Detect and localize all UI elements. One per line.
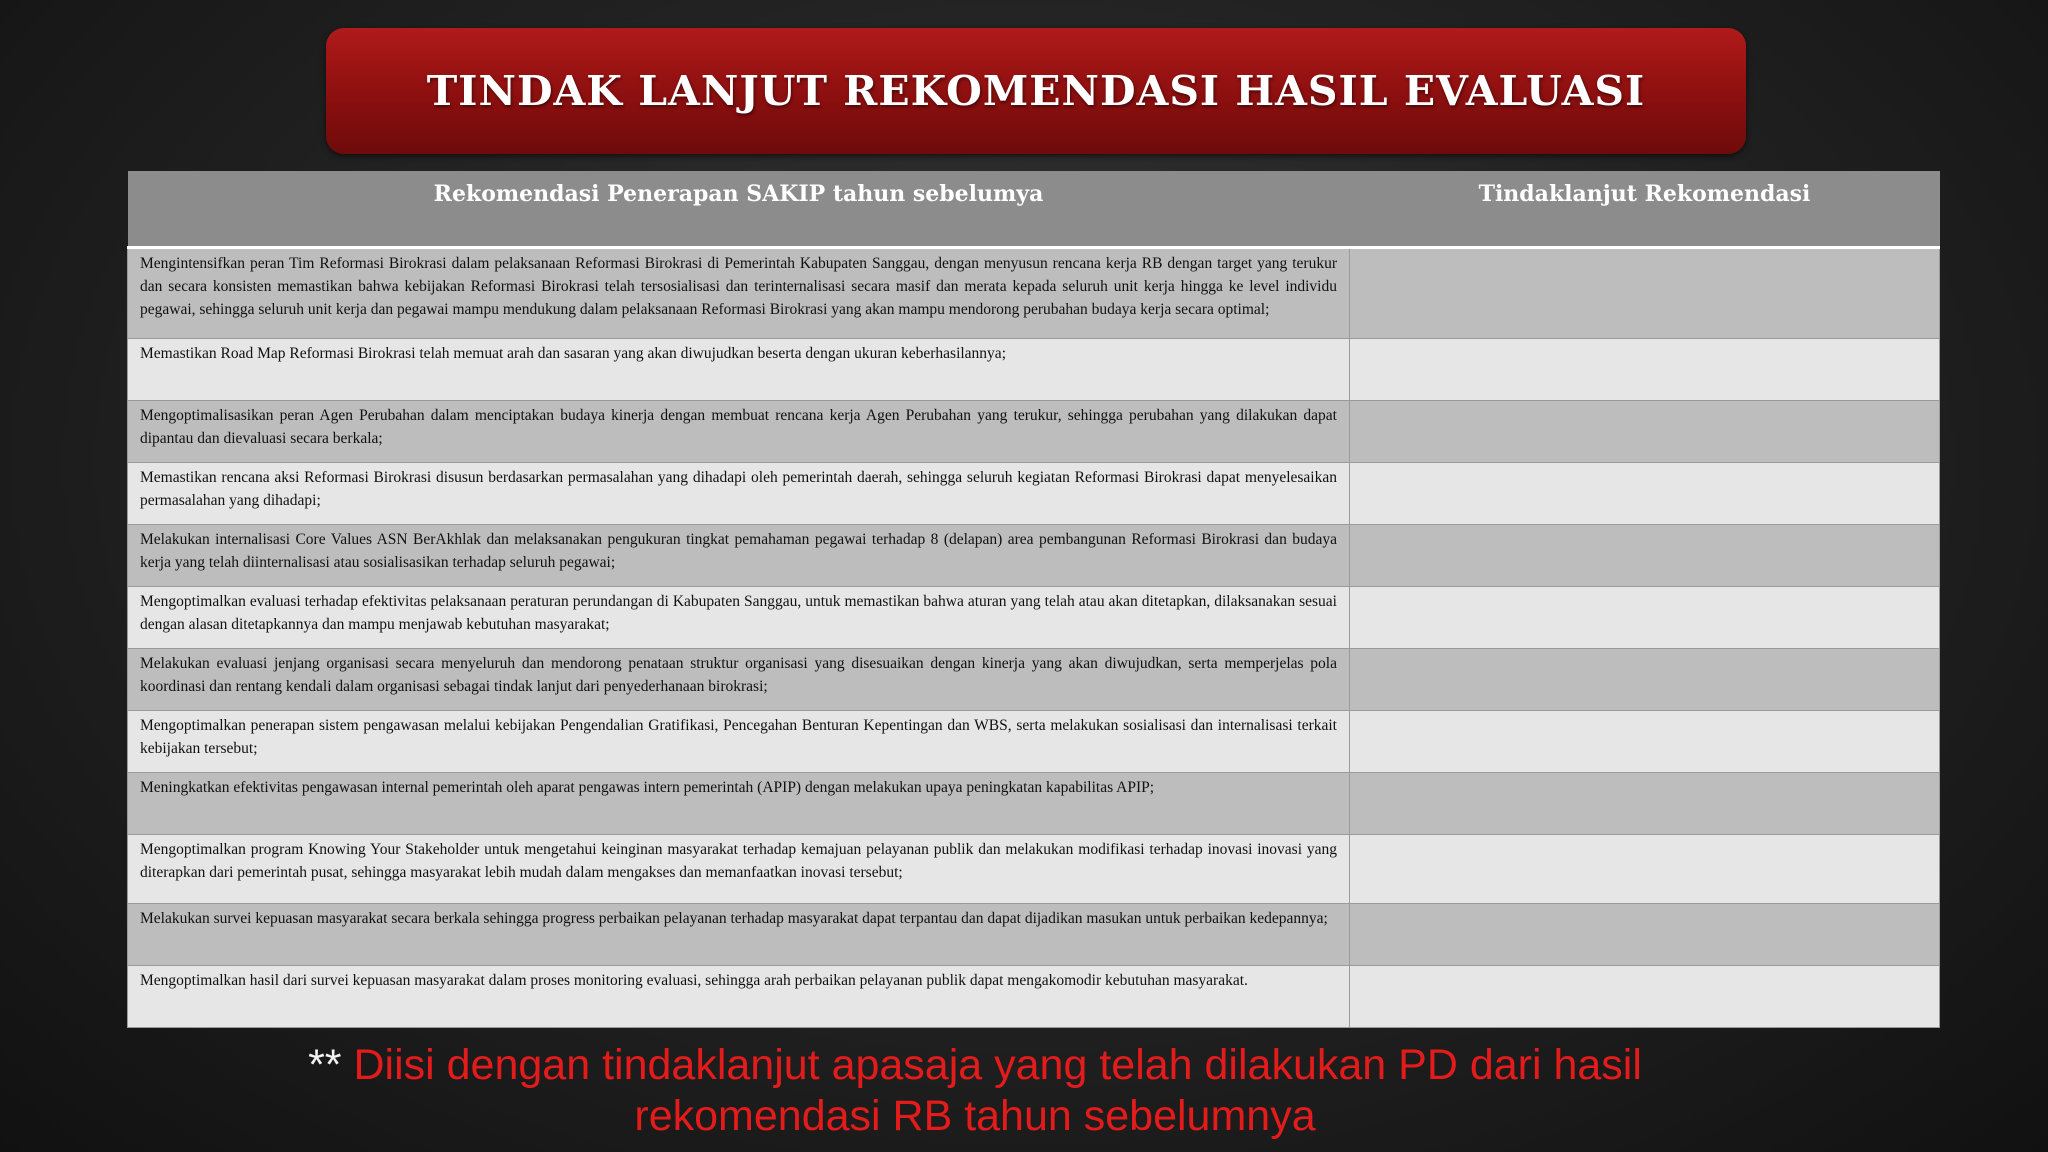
title-banner: [326, 28, 1746, 154]
table-header-row: [128, 171, 1940, 248]
table-row: [128, 525, 1940, 587]
tindaklanjut-cell[interactable]: [1350, 904, 1940, 966]
table-row: [128, 966, 1940, 1028]
rekomendasi-cell: Mengoptimalkan hasil dari survei kepuasan masyarakat dalam proses monitoring evaluasi, sehingga arah perbaikan pelayanan publik dapat mengakomodir kebutuhan masyarakat.: [128, 966, 1350, 1028]
tindaklanjut-cell[interactable]: [1350, 835, 1940, 904]
footnote-marker: **: [308, 1041, 342, 1089]
footnote-text: Diisi dengan tindaklanjut apasaja yang telah dilakukan PD dari hasil rekomendasi RB tahun sebelumnya: [353, 1041, 1642, 1140]
rekomendasi-cell: Memastikan rencana aksi Reformasi Birokrasi disusun berdasarkan permasalahan yang dihadapi oleh pemerintah daerah, sehingga seluruh kegiatan Reformasi Birokrasi dapat menyelesaikan permasalahan yang dihadapi;: [128, 463, 1350, 525]
footnote: [200, 1040, 1750, 1142]
recommendation-table-container: [127, 171, 1940, 1022]
tindaklanjut-cell[interactable]: [1350, 525, 1940, 587]
table-row: [128, 773, 1940, 835]
rekomendasi-cell: Meningkatkan efektivitas pengawasan internal pemerintah oleh aparat pengawas intern pemerintah (APIP) dengan melakukan upaya peningkatan kapabilitas APIP;: [128, 773, 1350, 835]
rekomendasi-cell: Melakukan internalisasi Core Values ASN BerAkhlak dan melaksanakan pengukuran tingkat pemahaman pegawai terhadap 8 (delapan) area pembangunan Reformasi Birokrasi dan budaya kerja yang telah diinternalisasi atau sosialisasikan terhadap seluruh pegawai;: [128, 525, 1350, 587]
rekomendasi-cell: Melakukan survei kepuasan masyarakat secara berkala sehingga progress perbaikan pelayanan terhadap masyarakat dapat terpantau dan dapat dijadikan masukan untuk perbaikan kedepannya;: [128, 904, 1350, 966]
recommendation-table: [127, 171, 1940, 1028]
rekomendasi-cell: Mengintensifkan peran Tim Reformasi Birokrasi dalam pelaksanaan Reformasi Birokrasi di Pemerintah Kabupaten Sanggau, dengan menyusun rencana kerja RB dengan target yang terukur dan secara konsisten memastikan bahwa kebijakan Reformasi Birokrasi telah tersosialisasi dan terinternalisasi secara masif dan merata kepada seluruh unit kerja hingga ke level individu pegawai, sehingga seluruh unit kerja dan pegawai mampu mendukung dalam pelaksanaan Reformasi Birokrasi yang akan mampu mendorong perubahan budaya kerja secara optimal;: [128, 248, 1350, 339]
table-row: [128, 649, 1940, 711]
tindaklanjut-cell[interactable]: [1350, 966, 1940, 1028]
header-rekomendasi: Rekomendasi Penerapan SAKIP tahun sebelumya: [128, 171, 1350, 248]
tindaklanjut-cell[interactable]: [1350, 463, 1940, 525]
rekomendasi-cell: Mengoptimalkan penerapan sistem pengawasan melalui kebijakan Pengendalian Gratifikasi, Pencegahan Benturan Kepentingan dan WBS, serta melakukan sosialisasi dan internalisasi terkait kebijakan tersebut;: [128, 711, 1350, 773]
tindaklanjut-cell[interactable]: [1350, 587, 1940, 649]
rekomendasi-cell: Memastikan Road Map Reformasi Birokrasi telah memuat arah dan sasaran yang akan diwujudkan beserta dengan ukuran keberhasilannya;: [128, 339, 1350, 401]
tindaklanjut-cell[interactable]: [1350, 401, 1940, 463]
rekomendasi-cell: Mengoptimalkan program Knowing Your Stakeholder untuk mengetahui keinginan masyarakat terhadap kemajuan pelayanan publik dan melakukan modifikasi terhadap inovasi inovasi yang diterapkan dari pemerintah pusat, sehingga masyarakat lebih mudah dalam mengakses dan memanfaatkan inovasi tersebut;: [128, 835, 1350, 904]
header-tindaklanjut: Tindaklanjut Rekomendasi: [1350, 171, 1940, 248]
rekomendasi-cell: Melakukan evaluasi jenjang organisasi secara menyeluruh dan mendorong penataan struktur organisasi yang disesuaikan dengan kinerja yang akan diwujudkan, serta memperjelas pola koordinasi dan rentang kendali dalam organisasi sebagai tindak lanjut dari penyederhanaan birokrasi;: [128, 649, 1350, 711]
table-row: [128, 587, 1940, 649]
tindaklanjut-cell[interactable]: [1350, 339, 1940, 401]
table-row: [128, 401, 1940, 463]
page-title: TINDAK LANJUT REKOMENDASI HASIL EVALUASI: [426, 67, 1646, 115]
table-row: [128, 463, 1940, 525]
table-row: [128, 711, 1940, 773]
table-row: [128, 248, 1940, 339]
tindaklanjut-cell[interactable]: [1350, 248, 1940, 339]
rekomendasi-cell: Mengoptimalkan evaluasi terhadap efektivitas pelaksanaan peraturan perundangan di Kabupaten Sanggau, untuk memastikan bahwa aturan yang telah atau akan ditetapkan, dilaksanakan sesuai dengan alasan ditetapkannya dan mampu menjawab kebutuhan masyarakat;: [128, 587, 1350, 649]
tindaklanjut-cell[interactable]: [1350, 711, 1940, 773]
tindaklanjut-cell[interactable]: [1350, 649, 1940, 711]
table-row: [128, 904, 1940, 966]
table-row: [128, 835, 1940, 904]
rekomendasi-cell: Mengoptimalisasikan peran Agen Perubahan dalam menciptakan budaya kinerja dengan membuat rencana kerja Agen Perubahan yang terukur, sehingga perubahan yang dilakukan dapat dipantau dan dievaluasi secara berkala;: [128, 401, 1350, 463]
table-row: [128, 339, 1940, 401]
tindaklanjut-cell[interactable]: [1350, 773, 1940, 835]
